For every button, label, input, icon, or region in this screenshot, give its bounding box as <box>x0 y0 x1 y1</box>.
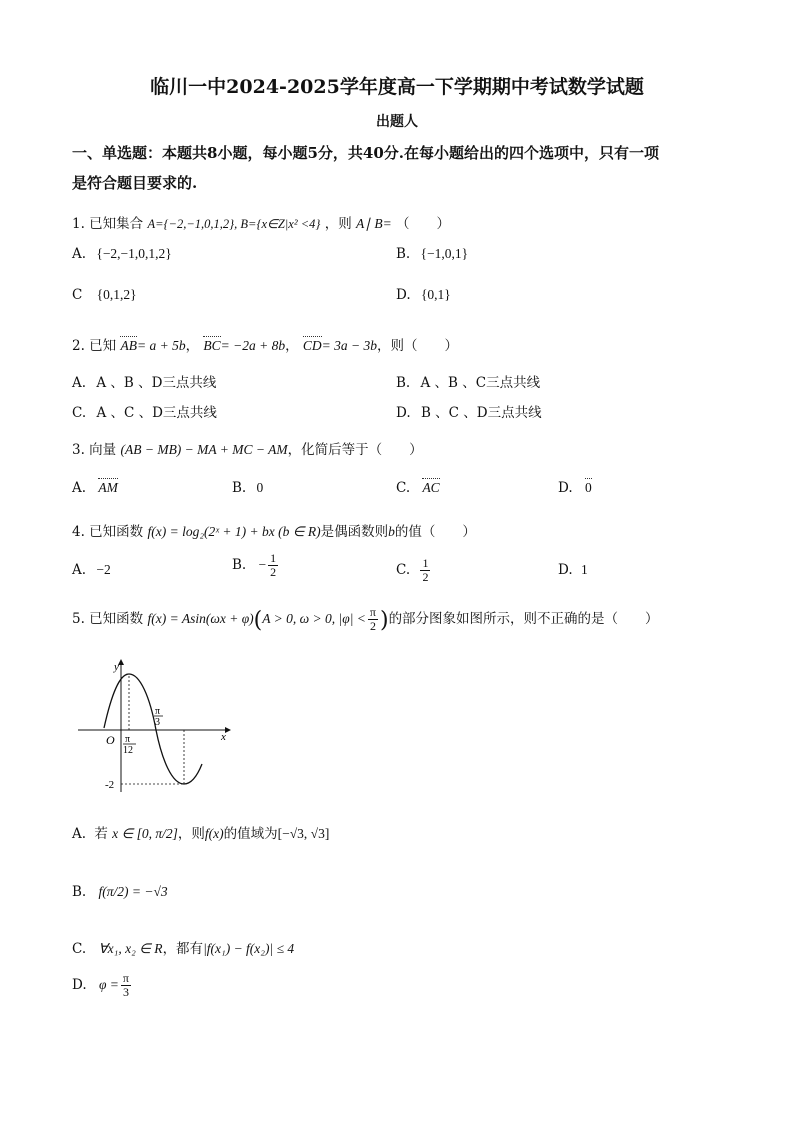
option-expression: φ = <box>98 977 119 992</box>
option-label: A. <box>72 562 87 578</box>
option-value: {−2,−1,0,1,2} <box>96 246 172 261</box>
q2-option-a[interactable] <box>72 371 216 391</box>
q1-sets: A={−2,−1,0,1,2}, B={x∈Z|x² <4} <box>147 217 321 231</box>
option-label: C. <box>72 405 87 421</box>
q4-end: 的值（ ） <box>394 524 476 540</box>
author-line: 出题人 <box>376 114 418 130</box>
numerator: 1 <box>270 551 277 565</box>
q4-expression: f(x) = log₂(2ˣ + 1) + bx (b ∈ R) <box>147 524 321 539</box>
tick-pi-12-den: 12 <box>123 745 133 756</box>
q3-expression: (AB − MB) − MA + MC − AM <box>120 442 288 457</box>
option-value: 0 <box>256 480 264 495</box>
option-label: A. <box>72 246 87 262</box>
q4-option-b[interactable] <box>232 552 280 579</box>
section-heading-line2: 是符合题目要求的. <box>72 174 198 192</box>
option-label: D. <box>558 562 573 578</box>
q1-option-c[interactable] <box>72 287 137 303</box>
tick-pi-12-num: π <box>125 734 131 745</box>
q5-condition-fraction <box>368 606 378 633</box>
option-label: C. <box>396 562 411 578</box>
q3-option-a[interactable] <box>72 480 118 496</box>
q2-prefix: 2. 已知 <box>72 338 117 354</box>
option-label: D. <box>72 977 87 993</box>
vector-cd: CD <box>302 338 322 353</box>
option-value: {0,1,2} <box>96 287 137 302</box>
section-heading-line1: 一、单选题：本题共8小题，每小题5分，共40分.在每小题给出的四个选项中，只有一项 <box>72 144 659 162</box>
origin-label: O <box>106 733 115 747</box>
q5-option-c[interactable] <box>72 937 294 957</box>
denominator: 2 <box>369 619 376 633</box>
option-label: D. <box>396 405 411 421</box>
q2-expr-2: = −2a + 8b <box>220 338 286 353</box>
q1-prefix: 1. 已知集合 <box>72 216 144 232</box>
denominator: 3 <box>122 985 129 999</box>
sine-curve <box>104 674 202 784</box>
question-2-stem: 2. 已知 AB= a + 5b， BC= −2a + 8b， CD= 3a − 3b，则（ ） <box>72 338 459 354</box>
q2-option-b[interactable] <box>396 371 540 391</box>
option-value: A 、B 、D三点共线 <box>96 375 217 391</box>
q3-option-b[interactable] <box>232 480 263 496</box>
option-value: {0,1} <box>420 287 451 302</box>
paren-close: ) <box>379 608 389 633</box>
vector-ab: AB <box>120 338 137 353</box>
sine-graph <box>74 652 244 798</box>
option-expression: |f(x₁) − f(x₂)| ≤ 4 <box>203 941 295 956</box>
q5-option-b[interactable] <box>72 884 168 900</box>
question-1-stem <box>72 212 450 232</box>
page-title: 临川一中2024-2025学年度高一下学期期中考试数学试题 <box>150 76 644 98</box>
q5-expression: f(x) = Asin(ωx + φ) <box>147 611 254 626</box>
q1-option-d[interactable] <box>396 287 451 303</box>
option-label: B. <box>72 884 87 900</box>
q3-option-d[interactable] <box>558 480 592 496</box>
tick-pi-3-num: π <box>155 706 161 717</box>
option-label: C. <box>396 480 411 496</box>
q4-variable: b <box>388 524 395 539</box>
q1-suffix: ，则 <box>324 216 352 232</box>
question-3-stem <box>72 438 423 458</box>
option-text: 若 <box>94 826 108 842</box>
option-value: 1 <box>580 562 588 577</box>
q4-option-a[interactable] <box>72 562 111 578</box>
option-value: AM <box>98 480 118 495</box>
question-5-stem <box>72 606 659 633</box>
numerator: 1 <box>422 556 429 570</box>
denominator: 2 <box>270 565 277 579</box>
q1-option-a[interactable] <box>72 246 172 262</box>
q5-option-a[interactable] <box>72 822 329 842</box>
q2-suffix: ，则（ ） <box>377 338 459 354</box>
q2-expr-3: = 3a − 3b <box>321 338 378 353</box>
q1-option-b[interactable] <box>396 246 468 262</box>
q2-option-c[interactable] <box>72 401 217 421</box>
q3-option-c[interactable] <box>396 480 440 496</box>
option-fraction <box>121 972 131 999</box>
option-expression: x ∈ [0, π/2] <box>112 826 178 841</box>
paren-open: ( <box>253 608 263 633</box>
numerator: π <box>369 605 376 619</box>
option-expression: ∀x₁, x₂ ∈ R <box>98 941 163 956</box>
x-axis-label: x <box>221 731 226 743</box>
denominator: 2 <box>422 570 429 584</box>
q1-ask: A∣ B= <box>356 216 392 231</box>
option-value: A 、C 、D三点共线 <box>96 405 217 421</box>
option-value: B 、C 、D三点共线 <box>420 405 542 421</box>
q5-option-d[interactable] <box>72 972 133 999</box>
question-4-stem <box>72 520 476 540</box>
option-text: ，则 <box>177 826 205 842</box>
q2-option-d[interactable] <box>396 401 542 421</box>
option-text: ，都有 <box>162 941 204 957</box>
option-label: A. <box>72 375 87 391</box>
option-text: 的值域为 <box>223 826 278 842</box>
option-label: B. <box>232 557 247 573</box>
option-value: 0 <box>584 480 592 495</box>
q5-suffix: 的部分图象如图所示，则不正确的是（ ） <box>388 611 659 627</box>
option-label: C. <box>72 941 87 957</box>
option-label: A. <box>72 480 87 496</box>
option-fraction <box>268 552 278 579</box>
tick-pi-3-den: 3 <box>155 717 160 728</box>
option-value: {−1,0,1} <box>420 246 469 261</box>
vector-bc: BC <box>203 338 221 353</box>
option-label: C <box>72 287 83 303</box>
option-label: A. <box>72 826 87 842</box>
option-label: D. <box>558 480 573 496</box>
q5-prefix: 5. 已知函数 <box>72 611 144 627</box>
option-label: B. <box>232 480 247 496</box>
q3-prefix: 3. 向量 <box>72 442 117 458</box>
option-expression: f(π/2) = −√3 <box>98 884 168 899</box>
option-label: B. <box>396 246 411 262</box>
q4-suffix: 是偶函数则 <box>320 524 389 540</box>
option-value: A 、B 、C三点共线 <box>420 375 541 391</box>
q1-paren: （ ） <box>396 216 451 232</box>
q4-option-d[interactable] <box>558 562 588 578</box>
option-value: −2 <box>96 562 111 577</box>
option-label: D. <box>396 287 411 303</box>
q3-suffix: ，化简后等于（ ） <box>287 442 423 458</box>
q2-expr-1: = a + 5b <box>136 338 186 353</box>
option-value: AC <box>422 480 440 495</box>
option-label: B. <box>396 375 411 391</box>
option-fraction <box>420 557 430 584</box>
option-expression: f(x) <box>204 826 224 841</box>
y-axis-label: y <box>114 661 119 673</box>
numerator: π <box>122 971 129 985</box>
q4-prefix: 4. 已知函数 <box>72 524 144 540</box>
q4-option-c[interactable] <box>396 557 432 584</box>
y-min-label: -2 <box>105 779 115 791</box>
option-range: [−√3, √3] <box>277 826 330 841</box>
option-sign: − <box>258 557 267 572</box>
q5-condition: A > 0, ω > 0, |φ| < <box>262 611 366 626</box>
